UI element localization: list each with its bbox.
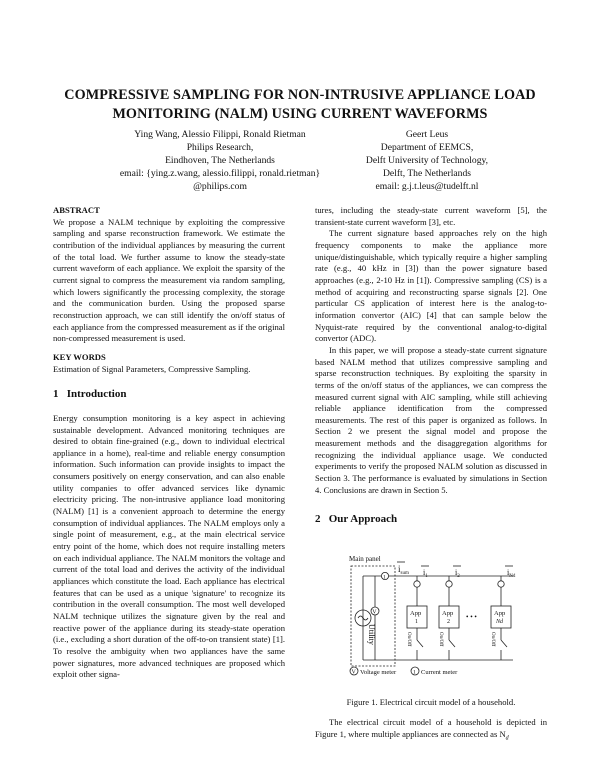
circuit-figure	[345, 552, 520, 680]
legend-voltage-label: Voltage meter	[360, 669, 397, 676]
appn-label: App	[494, 610, 506, 617]
intro-continued: tures, including the steady-state current waveform [5], the transient-state current waveform [3], etc.	[315, 205, 547, 227]
ind-label: $i_{Nd}$	[507, 568, 516, 579]
legend-current-symbol: 1	[413, 669, 416, 676]
author-email-line2: @philips.com	[193, 181, 247, 192]
onoff-label-1: On/Off	[406, 632, 411, 647]
circuit-model-text: The electrical circuit model of a household is depicted in Figure 1, where multiple appliances are connected as N	[315, 717, 547, 739]
intro-paragraph: Energy consumption monitoring is a key aspect in achieving sustainable development. Advanced monitoring techniques are desired to obtain fine-grained (e.g., down to individual electrical appliance in a home), real-time and reliable energy consumption information. Such information can provide insights to impact the consumers positively on energy conservation, and can also enable utility companies to offer advanced services like dynamic electricity pricing. The non-intrusive appliance load monitoring (NALM) [1] is a convenient approach to determine the energy consumption of individual appliances. The NALM employs only a single point of measurement, e.g., at the main electrical service entry point of the home, which does not require installing meters on each individual appliance. The NALM monitors the voltage and current of the total load and derives the activity of the individual appliances which constitute the load. Each appliance has electrical features that can be used as a unique 'signature' to recognize its contribution in the overall consumption. The most well developed NALM technique utilizes the signature given by the real and reactive power of the appliance during its steady-state operation (i.e., excluding a short duration of the off-to-on transient state) [1]. To resolve the ambiguity when two appliances have the same power signatures, more advanced techniques are proposed which exploit other signa-	[53, 412, 285, 680]
section-1-title: Introduction	[66, 388, 127, 401]
author-org: Philips Research,	[186, 142, 254, 153]
app2-label: App	[442, 610, 454, 617]
title-line-2: MONITORING (NALM) USING CURRENT WAVEFORMS	[112, 106, 488, 122]
app1-number: 1	[415, 619, 418, 625]
keywords-text: Estimation of Signal Parameters, Compressive Sampling.	[53, 363, 251, 374]
paper-outline-paragraph: In this paper, we will propose a steady-state current signature based NALM method that utilizes compressive sampling and sparse reconstruction techniques. By exploiting the sparsity in terms of the on/off status of the appliances, we can compress the measured current signal with AIC sampling, while still achieving reliable appliance identification from the compressed measurements. The rest of this paper is organized as follows. In Section 2 we present the signal model and propose the measurement methods and the disaggregation algorithms for recognizing the individual appliance usage. We conducted experiments to verify the proposed NALM solution as discussed in Section 3. The performance is evaluated by simulations in Section 4. Conclusions are drawn in Section 5.	[315, 344, 547, 495]
author-univ: Delft University of Technology,	[365, 155, 489, 166]
author-place: Delft, The Netherlands	[382, 168, 471, 179]
author-email: email: g.j.t.leus@tudelft.nl	[375, 181, 479, 192]
onoff-label-n: On/Off	[490, 632, 495, 647]
i2-label: $i_2$	[455, 568, 460, 579]
author-block-philips	[95, 128, 345, 193]
section-1-number: 1	[53, 388, 59, 401]
i-sum-label: $i_{sum}$	[398, 564, 409, 576]
right-column	[315, 205, 547, 526]
nd-subscript: d	[505, 735, 509, 742]
i1-label: $i_1$	[423, 568, 428, 579]
figure-caption: Figure 1. Electrical circuit model of a household.	[346, 697, 516, 707]
author-email-line1: email: {ying.z.wang, alessio.filippi, ronald.rietman}	[119, 168, 321, 179]
title-line-1: COMPRESSIVE SAMPLING FOR NON-INTRUSIVE APPLIANCE LOAD	[64, 87, 536, 103]
author-dept: Department of EEMCS,	[380, 142, 474, 153]
author-name: Geert Leus	[405, 129, 449, 140]
voltage-meter-symbol: V	[372, 609, 377, 616]
paper-title	[0, 86, 600, 124]
section-2-title: Our Approach	[328, 513, 398, 526]
keywords-heading: KEY WORDS	[53, 351, 106, 362]
section-2-number: 2	[315, 513, 321, 526]
left-column	[53, 205, 285, 681]
utility-label: Utility	[367, 624, 376, 645]
current-meter-symbol: 1	[383, 574, 386, 581]
abstract-heading: ABSTRACT	[53, 205, 100, 215]
main-panel-label: Main panel	[349, 555, 381, 563]
app1-label: App	[410, 610, 422, 617]
onoff-label-2: On/Off	[438, 632, 443, 647]
legend-current-label: Current meter	[421, 669, 458, 676]
author-place: Eindhoven, The Netherlands	[165, 155, 275, 166]
abstract-text: We propose a NALM technique by exploiting the compressive sampling and sparse reconstruction framework. We estimate the contribution of the individual appliances by measuring the current of the total load. We further assume to know the steady-state current waveform of each appliance. We exploit the sparsity of the current signal to compress the measurement via random sampling, which lowers significantly the processing complexity, the storage and the communication burden. Using the proposed sparse reconstruction approach, we can still identify the on/off status of each appliance from the compressed measurement as if the original non-compressed measurement is used.	[53, 216, 285, 344]
current-signature-paragraph: The current signature based approaches rely on the high frequency components to make the appliance more unique/distinguishable, which typically require a higher sampling rate (e.g., 40 kHz in [3]) than the power signature based approaches (e.g., 2-10 Hz in [1]). Compressive sampling (CS) is a method of acquiring and reconstructing sparse signals [2]. One particular CS application of interest here is the analog-to-information convertor (AIC) [4] that can sample below the Nyquist-rate required by the conventional analog-to-digital convertor (ADC).	[315, 228, 547, 344]
app2-number: 2	[447, 619, 450, 625]
circuit-model-paragraph	[315, 717, 547, 745]
legend-voltage-symbol: V	[351, 669, 356, 676]
section-2-heading	[315, 514, 547, 526]
ellipsis-dots: • • •	[466, 613, 477, 621]
appn-number: Nd	[496, 619, 504, 625]
author-names: Ying Wang, Alessio Filippi, Ronald Rietman	[134, 129, 306, 140]
section-1-heading	[53, 389, 285, 401]
author-block-delft	[332, 128, 522, 193]
